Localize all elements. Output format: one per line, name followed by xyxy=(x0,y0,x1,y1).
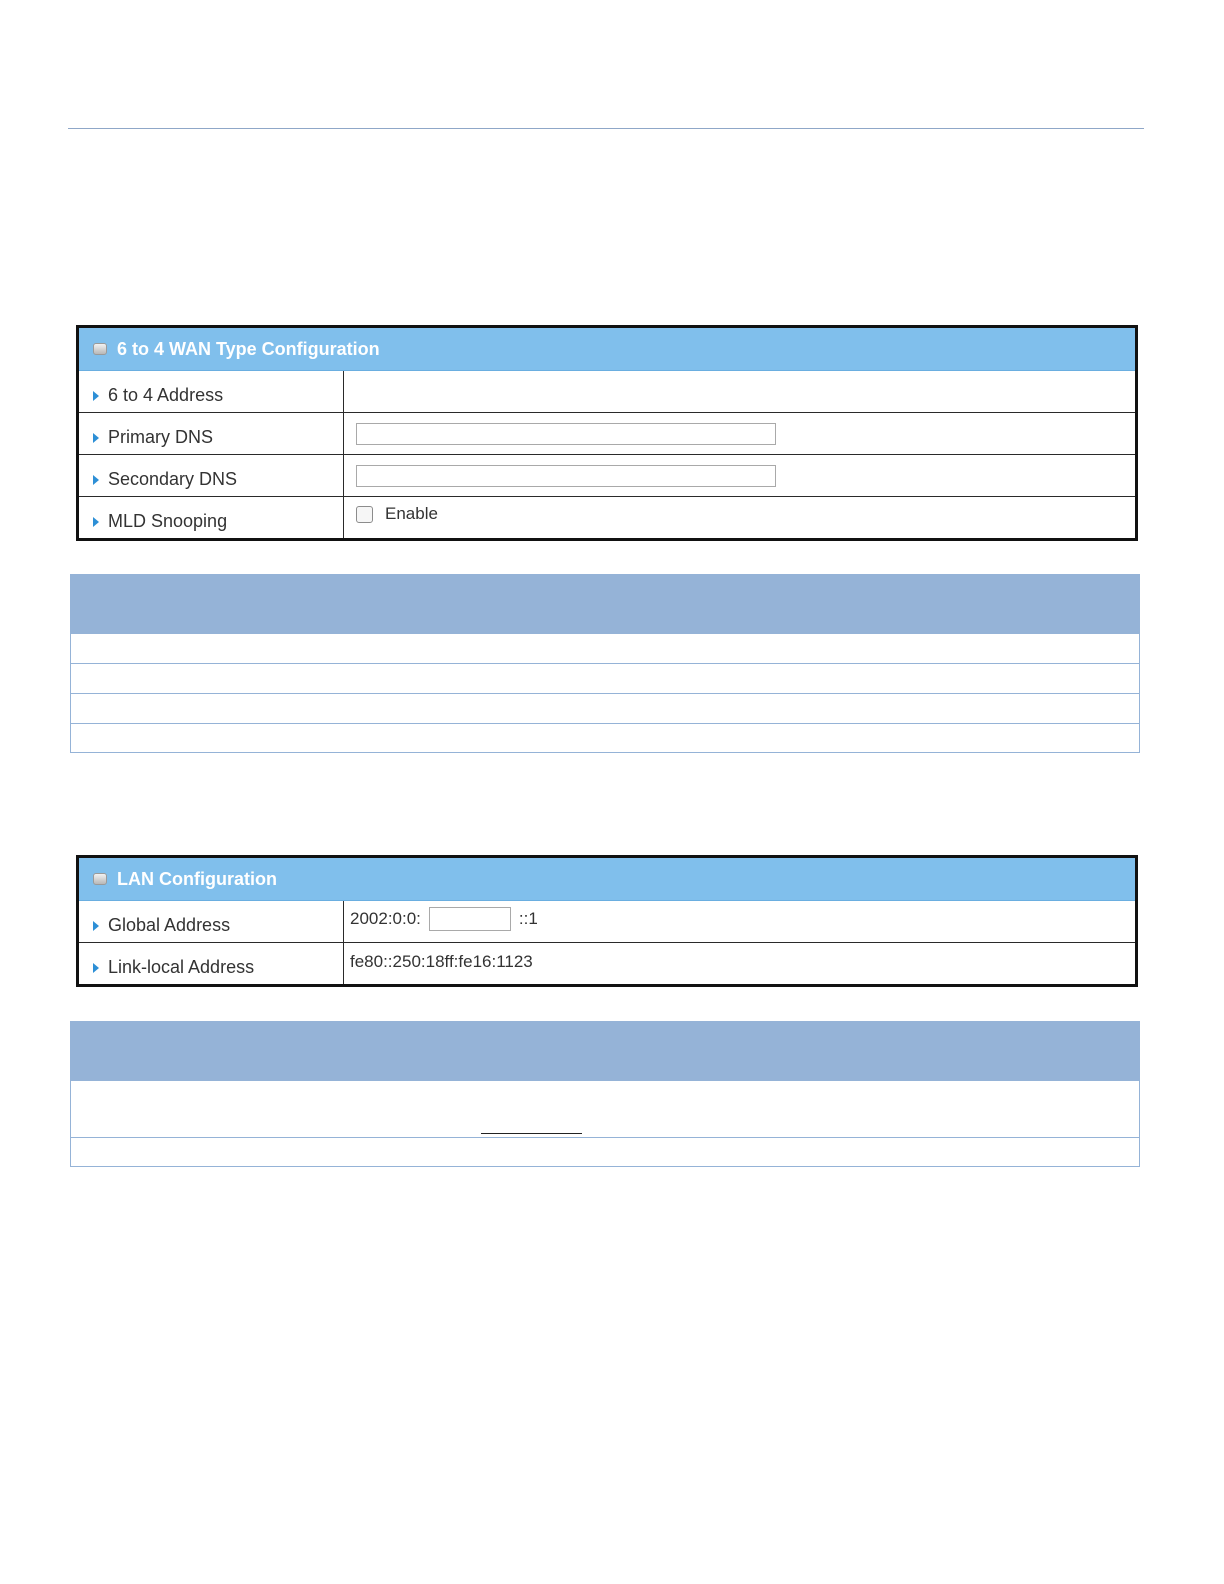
global-address-input[interactable] xyxy=(429,907,511,931)
wan-config-panel xyxy=(76,325,1138,541)
panel-bullet-icon xyxy=(93,343,107,355)
link-underline xyxy=(481,1133,582,1134)
global-address-prefix: 2002:0:0: xyxy=(350,909,421,928)
table-row xyxy=(71,633,1139,663)
row-primary-dns xyxy=(79,412,1135,454)
table-row xyxy=(71,1137,1139,1166)
link-local-address-value: fe80::250:18ff:fe16:1123 xyxy=(350,952,533,971)
table-header xyxy=(71,1022,1139,1080)
lan-description-table xyxy=(70,1021,1140,1167)
row-secondary-dns xyxy=(79,454,1135,496)
row-6to4-address xyxy=(79,371,1135,412)
row-link-local-address xyxy=(79,942,1135,984)
arrow-right-icon xyxy=(93,475,99,485)
table-header xyxy=(71,575,1139,633)
row-mld-snooping xyxy=(79,496,1135,538)
top-rule xyxy=(68,128,1144,129)
label-6to4-address: 6 to 4 Address xyxy=(108,385,224,405)
table-row xyxy=(71,693,1139,723)
mld-enable-label: Enable xyxy=(385,504,438,523)
table-row xyxy=(71,723,1139,752)
label-global-address: Global Address xyxy=(108,915,231,935)
value-6to4-address xyxy=(344,371,1135,412)
arrow-right-icon xyxy=(93,517,99,527)
global-address-suffix: ::1 xyxy=(518,909,538,928)
lan-config-panel xyxy=(76,855,1138,987)
label-secondary-dns: Secondary DNS xyxy=(108,469,238,489)
label-mld-snooping: MLD Snooping xyxy=(108,511,228,531)
primary-dns-input[interactable] xyxy=(356,423,776,445)
lan-panel-header xyxy=(79,858,1135,901)
table-row xyxy=(71,663,1139,693)
arrow-right-icon xyxy=(93,963,99,973)
table-row xyxy=(71,1080,1139,1137)
row-global-address xyxy=(79,901,1135,942)
mld-snooping-checkbox[interactable] xyxy=(356,506,373,523)
label-link-local-address: Link-local Address xyxy=(108,957,255,977)
panel-bullet-icon xyxy=(93,873,107,885)
secondary-dns-input[interactable] xyxy=(356,465,776,487)
wan-panel-header xyxy=(79,328,1135,371)
wan-description-table xyxy=(70,574,1140,753)
wan-panel-title: 6 to 4 WAN Type Configuration xyxy=(117,338,380,359)
arrow-right-icon xyxy=(93,921,99,931)
arrow-right-icon xyxy=(93,433,99,443)
arrow-right-icon xyxy=(93,391,99,401)
lan-panel-title: LAN Configuration xyxy=(117,868,277,889)
label-primary-dns: Primary DNS xyxy=(108,427,214,447)
